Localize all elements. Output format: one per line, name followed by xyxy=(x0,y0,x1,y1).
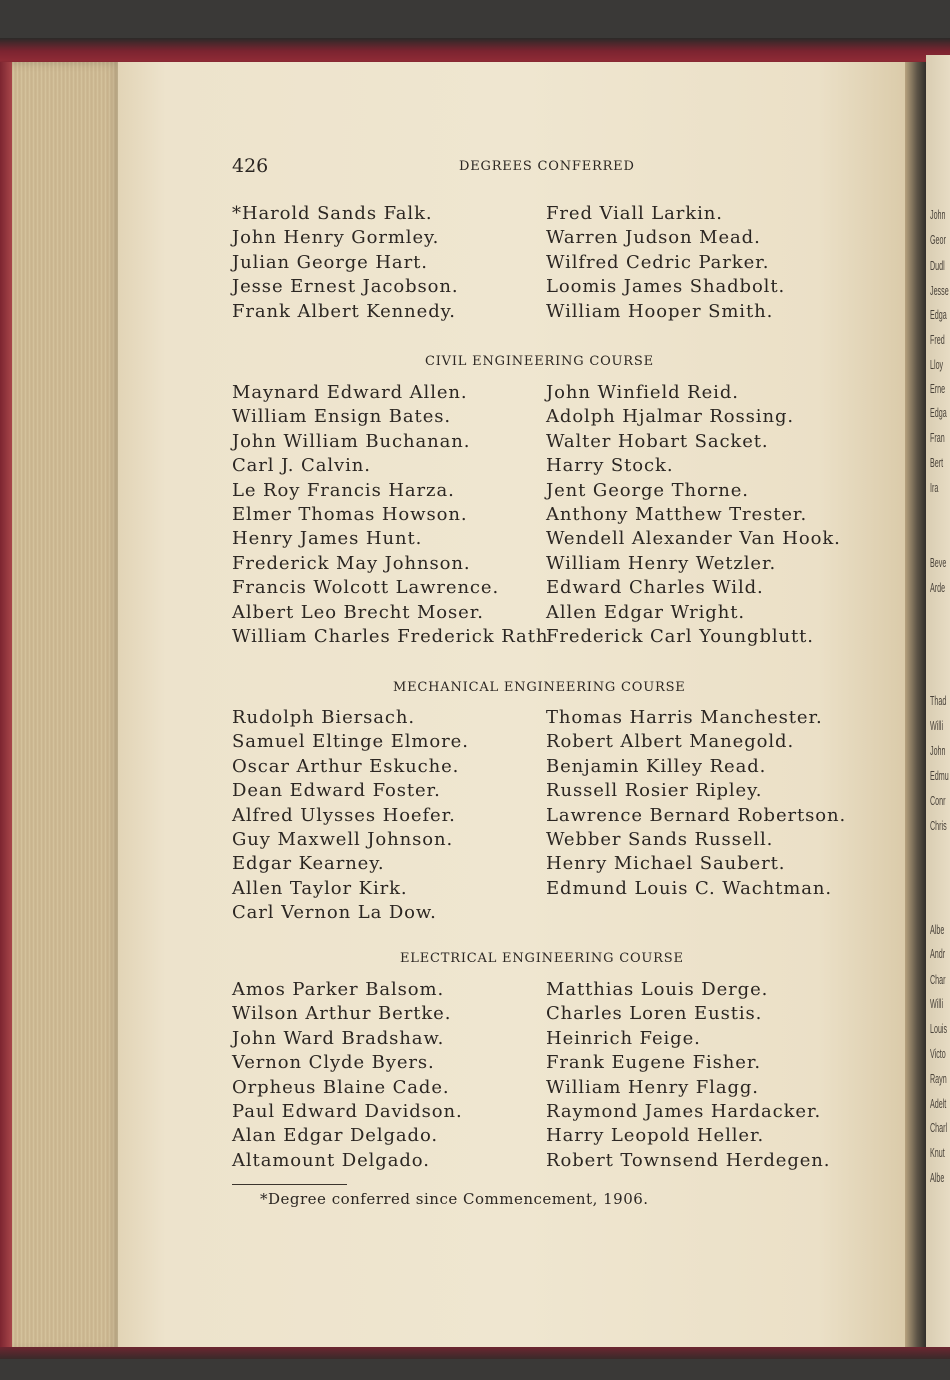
graduate-name: Alfred Ulysses Hoefer. xyxy=(232,804,456,826)
graduate-name: Wilfred Cedric Parker. xyxy=(546,251,770,273)
facing-page-fragment: Bert xyxy=(930,455,944,470)
graduate-name: Webber Sands Russell. xyxy=(546,829,774,850)
graduate-name: Russell Rosier Ripley. xyxy=(546,780,763,802)
graduate-name: Henry James Hunt. xyxy=(232,528,423,550)
book-gutter xyxy=(905,62,927,1347)
facing-page-fragment: Dudl xyxy=(930,258,945,273)
graduate-name: Albert Leo Brecht Moser. xyxy=(232,601,484,623)
graduate-name: Amos Parker Balsom. xyxy=(232,979,445,1000)
graduate-name: Frank Eugene Fisher. xyxy=(546,1052,761,1074)
facing-page-fragment: Char xyxy=(930,972,946,987)
page-number: 426 xyxy=(232,155,269,177)
facing-page-edge xyxy=(926,55,950,1355)
graduate-name: Carl J. Calvin. xyxy=(232,455,371,477)
facing-page-fragment: Charl xyxy=(930,1120,948,1135)
graduate-name: Carl Vernon La Dow. xyxy=(232,902,437,924)
facing-page-fragment: John xyxy=(930,207,946,222)
graduate-name: Fred Viall Larkin. xyxy=(546,203,723,224)
facing-page-fragment: Willi xyxy=(930,996,944,1011)
graduate-name: Rudolph Biersach. xyxy=(232,707,416,728)
facing-page-fragment: Arde xyxy=(930,580,946,595)
page-block-edge xyxy=(0,62,122,1352)
graduate-name: John William Buchanan. xyxy=(232,430,471,452)
facing-page-fragment: Rayn xyxy=(930,1071,947,1086)
graduate-name: William Charles Frederick Rath xyxy=(232,626,549,647)
graduate-name: Anthony Matthew Trester. xyxy=(546,504,808,525)
facing-page-fragment: Victo xyxy=(930,1046,946,1061)
graduate-name: Harry Leopold Heller. xyxy=(546,1125,765,1147)
graduate-name: William Henry Flagg. xyxy=(546,1076,759,1098)
graduate-name: Harry Stock. xyxy=(546,455,674,477)
facing-page-fragment: Adelt xyxy=(930,1096,947,1111)
graduate-name: Guy Maxwell Johnson. xyxy=(232,829,454,850)
graduate-name: Benjamin Killey Read. xyxy=(546,755,767,777)
graduate-name: Le Roy Francis Harza. xyxy=(232,479,455,501)
facing-page-fragment: Ira xyxy=(930,480,939,495)
graduate-name: Jesse Ernest Jacobson. xyxy=(232,276,459,298)
facing-page-fragment: Willi xyxy=(930,718,944,733)
facing-page-fragment: Albe xyxy=(930,922,945,937)
graduate-name: *Harold Sands Falk. xyxy=(232,203,433,224)
graduate-name: John Ward Bradshaw. xyxy=(232,1027,445,1049)
graduate-name: Edgar Kearney. xyxy=(232,853,385,875)
facing-page-fragment: Thad xyxy=(930,693,947,708)
graduate-name: Robert Townsend Herdegen. xyxy=(546,1149,831,1171)
graduate-name: Loomis James Shadbolt. xyxy=(546,276,786,298)
graduate-name: Dean Edward Foster. xyxy=(232,780,441,802)
graduate-name: Elmer Thomas Howson. xyxy=(232,504,468,525)
facing-page-fragment: Edga xyxy=(930,307,947,322)
facing-page-fragment: Lloy xyxy=(930,357,944,372)
facing-page-fragment: Albe xyxy=(930,1170,945,1185)
facing-page-fragment: Erne xyxy=(930,381,946,396)
graduate-name: Edward Charles Wild. xyxy=(546,577,764,599)
facing-page-fragment: Edmu xyxy=(930,768,949,783)
graduate-name: Vernon Clyde Byers. xyxy=(232,1052,435,1074)
graduate-name: Matthias Louis Derge. xyxy=(546,979,769,1000)
graduate-name: Raymond James Hardacker. xyxy=(546,1101,822,1122)
facing-page-fragment: Fred xyxy=(930,332,945,347)
graduate-name: Warren Judson Mead. xyxy=(546,227,761,249)
facing-page-fragment: Louis xyxy=(930,1021,948,1036)
graduate-name: Frederick Carl Youngblutt. xyxy=(546,626,814,647)
facing-page-fragment: Andr xyxy=(930,946,946,961)
graduate-name: Alan Edgar Delgado. xyxy=(232,1125,439,1147)
graduate-name: Charles Loren Eustis. xyxy=(546,1003,763,1025)
footnote-rule xyxy=(232,1184,347,1185)
graduate-name: Lawrence Bernard Robertson. xyxy=(546,804,847,826)
graduate-name: Wilson Arthur Bertke. xyxy=(232,1003,452,1025)
section-heading: ELECTRICAL ENGINEERING COURSE xyxy=(400,951,684,966)
graduate-name: Heinrich Feige. xyxy=(546,1027,701,1049)
graduate-name: Allen Edgar Wright. xyxy=(546,601,745,623)
graduate-name: Frank Albert Kennedy. xyxy=(232,300,456,322)
graduate-name: Maynard Edward Allen. xyxy=(232,382,468,403)
graduate-name: Samuel Eltinge Elmore. xyxy=(232,731,469,753)
graduate-name: Thomas Harris Manchester. xyxy=(546,707,823,728)
facing-page-fragment: Edga xyxy=(930,405,947,420)
graduate-name: Julian George Hart. xyxy=(232,251,428,273)
graduate-name: Adolph Hjalmar Rossing. xyxy=(546,406,795,428)
facing-page-fragment: Chris xyxy=(930,818,947,833)
graduate-name: Edmund Louis C. Wachtman. xyxy=(546,877,833,899)
graduate-name: Robert Albert Manegold. xyxy=(546,731,795,753)
running-head: DEGREES CONFERRED xyxy=(459,159,635,174)
facing-page-fragment: John xyxy=(930,743,946,758)
facing-page-fragment: Geor xyxy=(930,232,946,247)
graduate-name: Jent George Thorne. xyxy=(546,479,749,501)
graduate-name: Altamount Delgado. xyxy=(232,1149,430,1171)
facing-page-fragment: Beve xyxy=(930,555,947,570)
graduate-name: Allen Taylor Kirk. xyxy=(232,877,408,899)
footnote: *Degree conferred since Commencement, 1906. xyxy=(260,1190,649,1208)
graduate-name: Henry Michael Saubert. xyxy=(546,853,786,875)
graduate-name: Wendell Alexander Van Hook. xyxy=(546,528,841,550)
graduate-name: William Henry Wetzler. xyxy=(546,552,777,574)
graduate-name: Walter Hobart Sacket. xyxy=(546,430,769,452)
graduate-name: Francis Wolcott Lawrence. xyxy=(232,577,500,599)
facing-page-fragment: Knut xyxy=(930,1145,945,1160)
graduate-name: Orpheus Blaine Cade. xyxy=(232,1076,450,1098)
graduate-name: Frederick May Johnson. xyxy=(232,552,471,574)
section-heading: MECHANICAL ENGINEERING COURSE xyxy=(393,680,686,695)
facing-page-fragment: Conr xyxy=(930,793,946,808)
section-heading: CIVIL ENGINEERING COURSE xyxy=(425,354,654,369)
graduate-name: William Ensign Bates. xyxy=(232,406,452,428)
graduate-name: John Henry Gormley. xyxy=(232,227,440,249)
graduate-name: Oscar Arthur Eskuche. xyxy=(232,755,460,777)
facing-page-fragment: Fran xyxy=(930,430,945,445)
book-bottom-edge xyxy=(0,1347,950,1359)
graduate-name: John Winfield Reid. xyxy=(546,382,739,403)
graduate-name: William Hooper Smith. xyxy=(546,300,774,322)
facing-page-fragment: Jesse xyxy=(930,283,949,298)
graduate-name: Paul Edward Davidson. xyxy=(232,1101,463,1122)
